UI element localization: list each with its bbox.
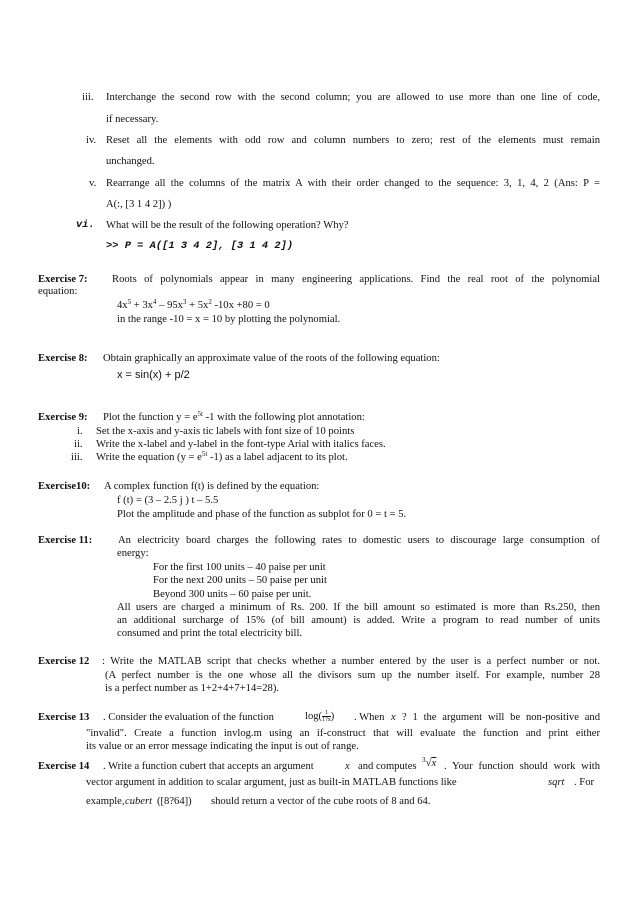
exercise-label: Exercise 7: — [38, 274, 88, 285]
exercise-text: equation: — [38, 286, 78, 297]
exercise-text: should return a vector of the cube roots of 8 and 64. — [211, 796, 431, 807]
list-text: Set the x-axis and y-axis tic labels with font size of 10 points — [96, 426, 355, 437]
exercise-text: an additional surcharge of 15% (of bill amount) is added. Write a program to read number of units — [117, 615, 600, 626]
exercise-label: Exercise 8: — [38, 353, 88, 364]
rate-line: Beyond 300 units – 60 paise per unit. — [153, 589, 312, 600]
exercise-text: . Write a function cubert that accepts an argument — [103, 761, 314, 772]
list-marker: iii. — [71, 452, 83, 463]
exercise-text: ? 1 the argument will be non-positive and — [402, 712, 600, 723]
exercise-text: example, — [86, 796, 125, 807]
exercise-text: energy: — [117, 548, 149, 559]
polynomial-equation: $4x^5 + 3x^4 - 95x^3 + 5x^2$ -10x +80 = 0 — [117, 298, 270, 311]
list-text: What will be the result of the following operation? Why? — [106, 220, 349, 231]
exercise-text: Obtain graphically an approximate value of the roots of the following equation: — [103, 353, 440, 364]
exercise-text: Plot the function $y = e^{5t}$ -1 with the following plot annotation: — [103, 410, 365, 423]
list-text: A(:, [3 1 4 2]) ) — [106, 199, 172, 210]
exercise-text: is a perfect number as 1+2+4+7+14=28). — [105, 683, 280, 694]
exercise-text: its value or an error message indicating the input is out of range. — [86, 741, 359, 752]
exercise-text: Roots of polynomials appear in many engineering applications. Find the real root of the polynomial — [112, 274, 600, 285]
exercise-text: consumed and print the total electricity bill. — [117, 628, 303, 639]
exercise-text: An electricity board charges the following rates to domestic users to discourage large consumption of — [118, 535, 600, 546]
exercise-label: Exercise 9: — [38, 412, 88, 423]
exercise-label: Exercise 12 — [38, 656, 90, 667]
function-argument: ([8?64]) — [157, 796, 192, 807]
list-text: Reset all the elements with odd row and column numbers to zero; rest of the elements must remain — [106, 135, 600, 146]
exercise-text: . Consider the evaluation of the function — [103, 712, 274, 723]
list-text: Write the x-label and y-label in the font-type Arial with italics faces. — [96, 439, 386, 450]
exercise-text: : Write the MATLAB script that checks whether a number entered by the user is a perfect number or not. — [102, 656, 600, 667]
list-text: Rearrange all the columns of the matrix A with their order changed to the sequence: 3, 1, 4, 2 (Ans: P = — [106, 178, 600, 189]
equation: x = sin(x) + p/2 — [117, 369, 190, 381]
exercise-text: and computes — [358, 761, 417, 772]
exercise-text: Plot the amplitude and phase of the function as subplot for 0 = t = 5. — [117, 509, 407, 520]
rate-line: For the next 200 units – 50 paise per unit — [153, 575, 327, 586]
exercise-text: . Your function should work with — [444, 761, 600, 772]
code-snippet: >> P = A([1 3 4 2], [3 1 4 2]) — [106, 240, 294, 252]
exercise-text: "invalid". Create a function invlog.m using an if-construct that will evaluate the function and print either — [86, 728, 600, 739]
list-marker: i. — [77, 426, 83, 437]
exercise-text: . For — [574, 777, 595, 788]
exercise-label: Exercise 11: — [38, 535, 93, 546]
list-text: unchanged. — [106, 156, 155, 167]
list-text: Write the equation ($y = e^{5t}$ -1) as a label adjacent to its plot. — [96, 450, 348, 463]
list-text: if necessary. — [106, 114, 159, 125]
list-marker: vi. — [76, 219, 95, 231]
variable-x: x — [345, 761, 350, 772]
exercise-text: in the range -10 = x = 10 by plotting the polynomial. — [117, 314, 341, 325]
equation: f (t) = (3 – 2.5 j ) t – 5.5 — [117, 495, 219, 506]
list-marker: ii. — [74, 439, 83, 450]
exercise-text: All users are charged a minimum of Rs. 200. If the bill amount so estimated is more than Rs.250, then — [117, 602, 600, 613]
exercise-text: . When — [354, 712, 385, 723]
cube-root-expression: $^3$√x — [422, 756, 437, 769]
list-marker: iv. — [86, 135, 97, 146]
variable-x: x — [391, 712, 396, 723]
exercise-text: (A perfect number is the one whose all the divisors sum up the number itself. For example, number 28 — [105, 670, 600, 681]
rate-line: For the first 100 units – 40 paise per unit — [153, 562, 326, 573]
log-function: log( $\frac{1}{1?x}$ ) — [305, 710, 335, 724]
function-name: cubert — [125, 796, 153, 807]
list-marker: iii. — [82, 92, 94, 103]
exercise-text: vector argument in addition to scalar argument, just as built-in MATLAB functions like — [86, 777, 457, 788]
list-marker: v. — [89, 178, 97, 189]
exercise-label: Exercise 14 — [38, 761, 90, 772]
exercise-label: Exercise 13 — [38, 712, 90, 723]
exercise-label: Exercise10: — [38, 481, 91, 492]
exercise-text: A complex function f(t) is defined by the equation: — [104, 481, 320, 492]
function-name: sqrt — [548, 777, 565, 788]
list-text: Interchange the second row with the second column; you are allowed to use more than one line of code, — [106, 92, 600, 103]
